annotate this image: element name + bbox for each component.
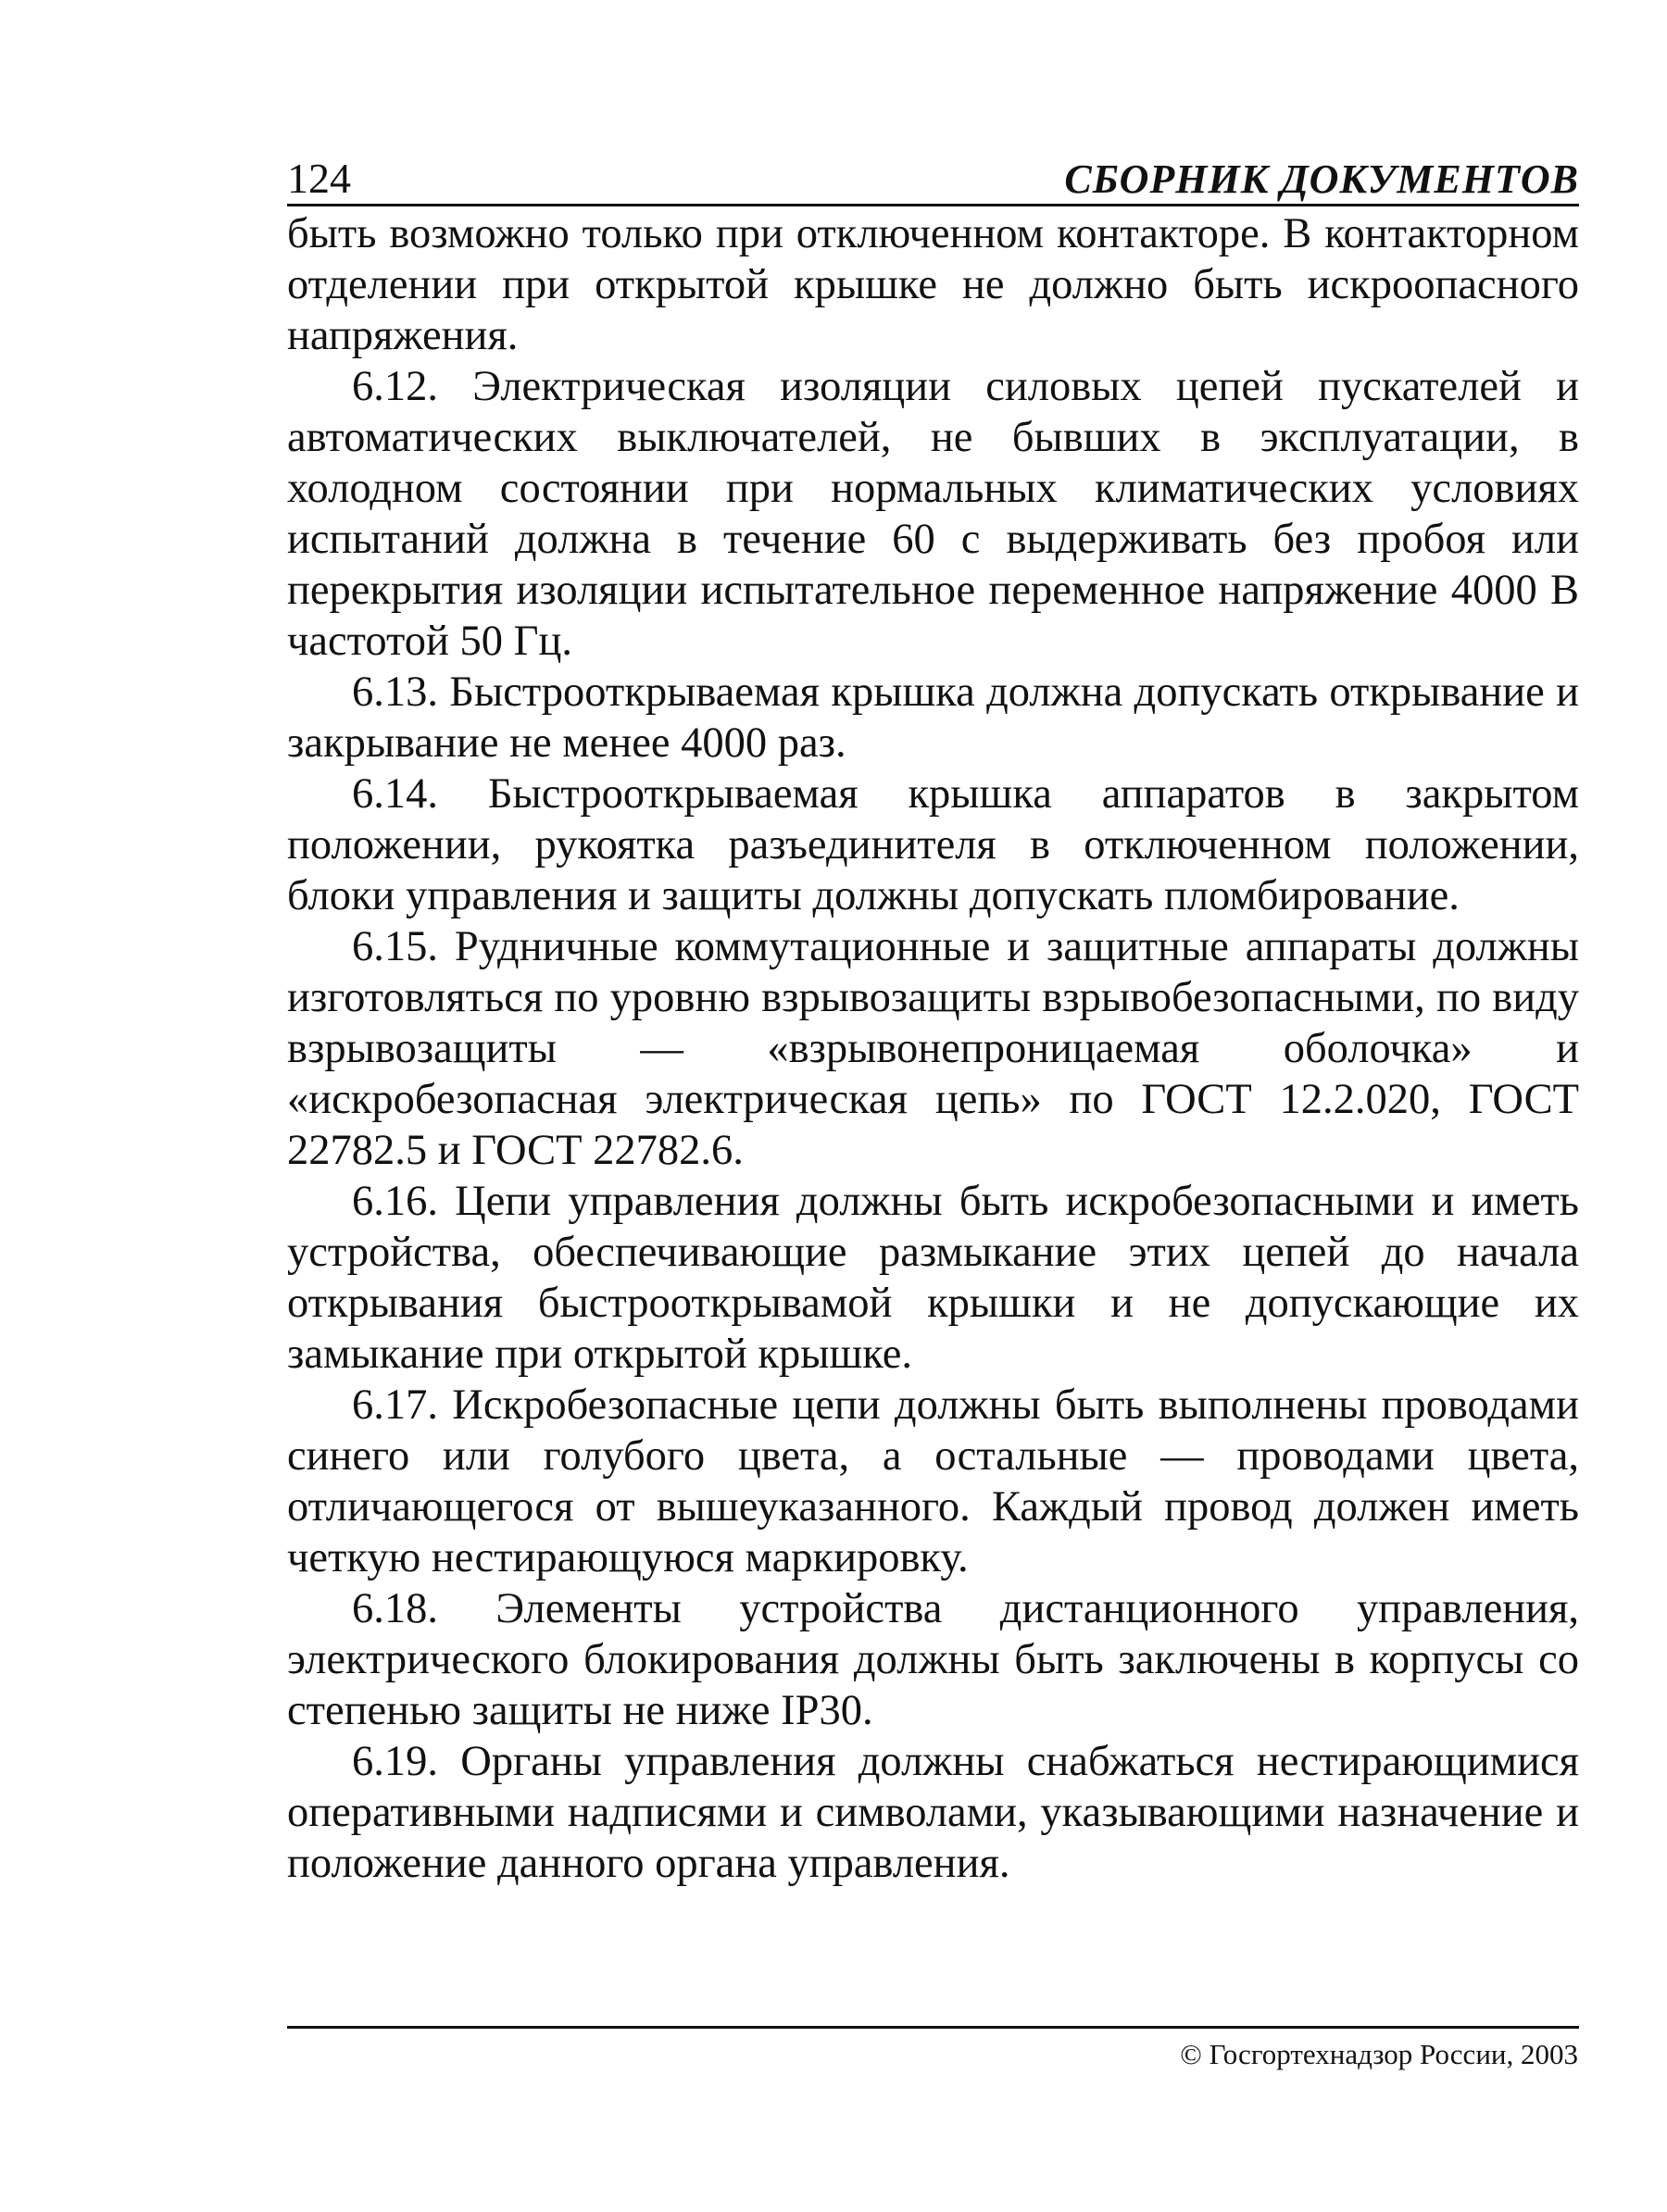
paragraph-6-18: 6.18. Элементы устройства дистанционного управления, электрического блокирования должны быть заключены в корпусы со степенью защиты не ниже IP30.: [287, 1585, 1579, 1734]
paragraph-6-15: 6.15. Рудничные коммутационные и защитные аппараты должны изготовляться по уровню взрывозащиты взрывобезопасными, по виду взрывозащиты — «взрывонепроницаемая оболочка» и «искробезопасная электрическая цепь» по ГОСТ 12.2.020, ГОСТ 22782.5 и ГОСТ 22782.6.: [287, 923, 1579, 1174]
paragraph-6-13: 6.13. Быстрооткрываемая крышка должна допускать открывание и закрывание не менее 4000 раз.: [287, 669, 1579, 767]
copyright-notice: © Госгортехнадзор России, 2003: [1180, 2038, 1578, 2070]
running-title: СБОРНИК ДОКУМЕНТОВ: [1064, 156, 1579, 202]
paragraph-6-14: 6.14. Быстрооткрываемая крышка аппаратов в закрытом положении, рукоятка разъединителя в отключенном положении, блоки управления и защиты должны допускать пломбирование.: [287, 770, 1579, 919]
paragraph-6-17: 6.17. Искробезопасные цепи должны быть выполнены проводами синего или голубого цвета, а остальные — проводами цвета, отличающегося от вышеуказанного. Каждый провод должен иметь четкую нестирающуюся маркировку.: [287, 1381, 1579, 1581]
paragraph-6-16: 6.16. Цепи управления должны быть искробезопасными и иметь устройства, обеспечивающие размыкание этих цепей до начала открывания быстрооткрывамой крышки и не допускающие их замыкание при открытой крышке.: [287, 1178, 1579, 1378]
page-number: 124: [287, 155, 351, 202]
paragraph-6-19: 6.19. Органы управления должны снабжаться нестирающимися оперативными надписями и символами, указывающими назначение и положение данного органа управления.: [287, 1738, 1579, 1887]
paragraph-continuation: быть возможно только при отключенном контакторе. В контакторном отделении при открытой крышке не должно быть искроопасного напряжения.: [287, 210, 1579, 359]
body-text: [287, 208, 1579, 1889]
footer-rule: [287, 2026, 1579, 2029]
page-header: [287, 146, 1579, 206]
paragraph-6-12: 6.12. Электрическая изоляции силовых цепей пускателей и автоматических выключателей, не бывших в эксплуатации, в холодном состоянии при нормальных климатических условиях испытаний должна в течение 60 с выдерживать без пробоя или перекрытия изоляции испытательное переменное напряжение 4000 В частотой 50 Гц.: [287, 363, 1579, 665]
